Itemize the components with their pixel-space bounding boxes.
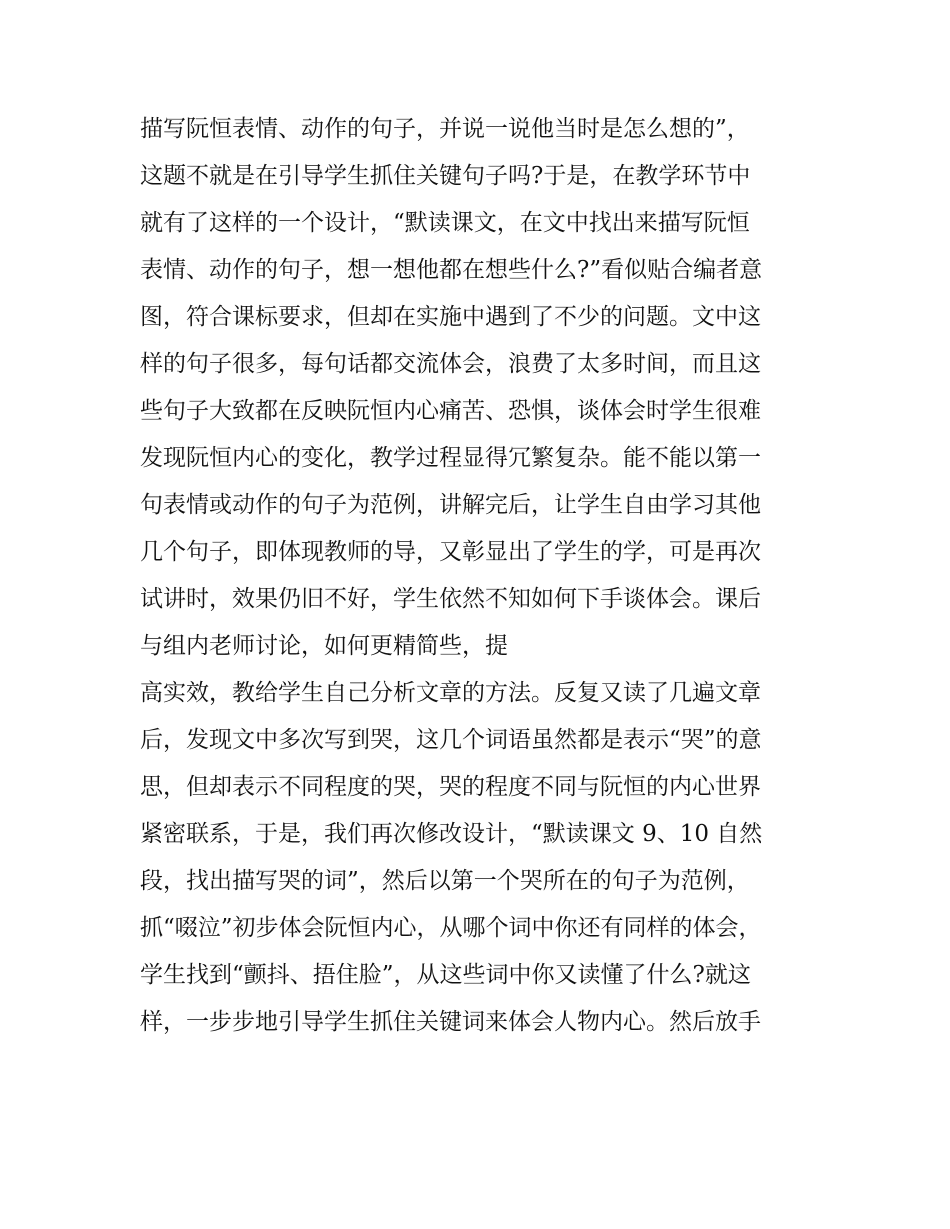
text-line: 试讲时，效果仍旧不好，学生依然不知如何下手谈体会。课后: [140, 586, 761, 612]
text-line: 就有了这样的一个设计，“默读课文，在文中找出来描写阮恒: [140, 210, 750, 236]
text-line: 这题不就是在引导学生抓住关键句子吗?于是，在教学环节中: [140, 163, 751, 189]
text-line: 后，发现文中多次写到哭，这几个词语虽然都是表示“哭”的意: [140, 727, 762, 753]
text-line: 发现阮恒内心的变化，教学过程显得冗繁复杂。能不能以第一: [140, 445, 761, 471]
text-line: 几个句子，即体现教师的导，又彰显出了学生的学，可是再次: [140, 539, 761, 565]
text-line: 抓“啜泣”初步体会阮恒内心，从哪个词中你还有同样的体会，: [140, 915, 762, 941]
text-line: 段，找出描写哭的词”，然后以第一个哭所在的句子为范例，: [140, 868, 750, 894]
body-text: [140, 106, 830, 1046]
text-line: 句表情或动作的句子为范例，讲解完后，让学生自由学习其他: [140, 492, 761, 518]
text-line: 与组内老师讨论，如何更精简些，提: [140, 633, 508, 659]
text-line: 紧密联系，于是，我们再次修改设计，“默读课文 9、10 自然: [140, 821, 763, 847]
text-line: 描写阮恒表情、动作的句子，并说一说他当时是怎么想的”，: [140, 116, 750, 142]
text-line: 表情、动作的句子，想一想他都在想些什么?”看似贴合编者意: [140, 257, 763, 283]
text-line: 样，一步步地引导学生抓住关键词来体会人物内心。然后放手: [140, 1009, 761, 1035]
text-line: 图，符合课标要求，但却在实施中遇到了不少的问题。文中这: [140, 304, 761, 330]
text-line: 样的句子很多，每句话都交流体会，浪费了太多时间，而且这: [140, 351, 761, 377]
text-line: 思，但却表示不同程度的哭，哭的程度不同与阮恒的内心世界: [140, 774, 761, 800]
text-line: 些句子大致都在反映阮恒内心痛苦、恐惧，谈体会时学生很难: [140, 398, 761, 424]
text-line: 学生找到“颤抖、捂住脸”，从这些词中你又读懂了什么?就这: [140, 962, 751, 988]
text-line: 高实效，教给学生自己分析文章的方法。反复又读了几遍文章: [140, 680, 761, 706]
